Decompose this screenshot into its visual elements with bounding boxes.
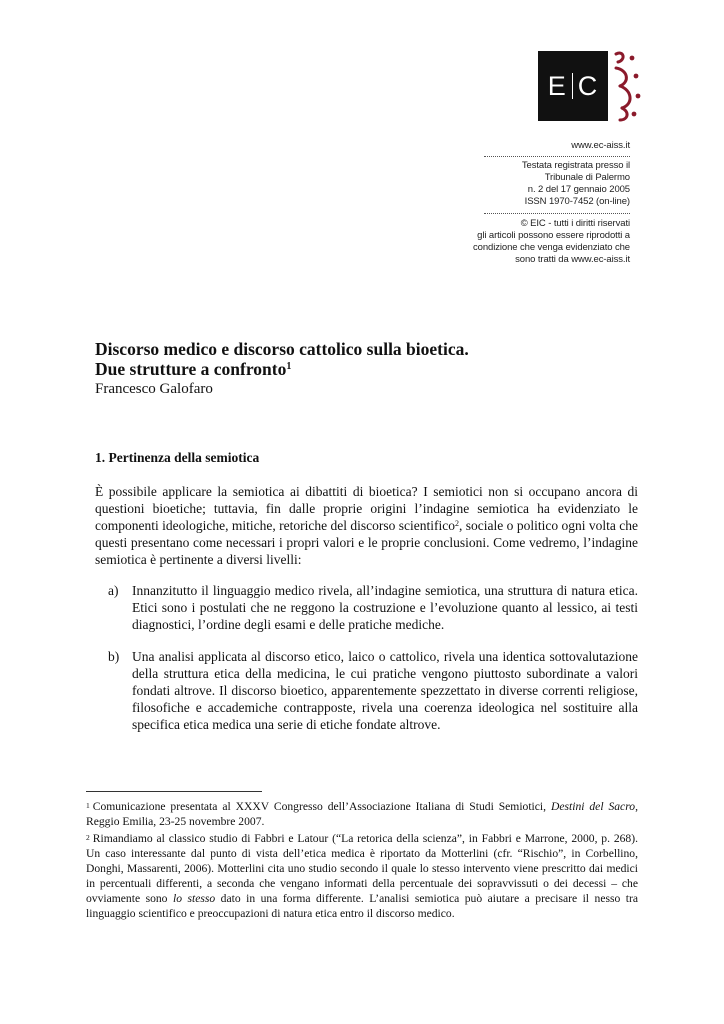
logo-box [538,51,608,121]
footnote-text: Rimandiamo al classico studio di Fabbri e Latour (“La retorica della scienza”, in Fabbri e Marrone, 2000, p. 268). Un caso interessante dal punto di vista dell’etica medica è riportato da Motterlini (cfr. “Rischio”, in Corbellino, Donghi, Massarenti, 2006). Motterlini cita uno studio secondo il quale lo stesso intervento viene prescritto dai medici in percentuali differenti, a seconda che vengano informati della percentuale dei sopravvissuti o dei decessi – che ovviamente sono [86,832,638,905]
footnote-ref: 1 [286,361,292,372]
footnote-2 [86,831,638,921]
logo-letter-e: E [547,70,567,101]
logo-ornament-icon [610,48,646,124]
footnote-separator [86,791,262,792]
footnote-number: 1 [86,801,90,810]
section-heading: 1. Pertinenza della semiotica [95,450,260,465]
journal-logo [538,48,648,124]
footnote-text: Comunicazione presentata al XXXV Congresso dell’Associazione Italiana di Studi Semiotici, [92,800,551,813]
footnote-text: , Reggio Emilia, 23-25 novembre 2007. [86,800,638,828]
list-item-text: Innanzitutto il linguaggio medico rivela, all’indagine semiotica, una struttura di natura etica. Etici sono i postulati che ne reggono la costruzione e l’evoluzione quanto al lessico, ai testi diagnostici, l’ordine degli esami e delle pratiche mediche. [132,583,638,632]
footnote-number: 2 [86,833,90,842]
site-url: www.ec-aiss.it [571,140,630,151]
footnote-italic: Destini del Sacro [550,800,636,813]
footnote-ref: 2 [455,519,460,528]
footnote-text: dato in una forma differente. L’analisi semiotica può aiutare a precisare il nesso tra linguaggio scientifico e preoccupazioni di natura etica entro il discorso medico. [86,892,638,920]
rights-line: condizione che venga evidenziato che [473,242,630,253]
rights-line: sono tratti da www.ec-aiss.it [515,254,630,265]
dotted-separator [484,213,630,214]
registration-line: Testata registrata presso il [521,160,630,171]
list-item-text: Una analisi applicata al discorso etico, laico o cattolico, rivela una identica sottovalutazione della struttura etica della medicina, le cui pratiche vengono piuttosto subordinate a valori fondati altrove. Il discorso bioetico, apparentemente spezzettato in diverse correnti religiose, filosofiche e accademiche contrapposte, rivela una coerenza ideologica nel sostituire alla specifica etica medica una serie di etiche fondate altrove. [132,649,638,732]
list-label: a) [108,583,119,598]
logo-divider [572,73,573,99]
dotted-separator [484,156,630,157]
body-paragraph [95,483,638,568]
rights-block [470,218,630,266]
registration-line: Tribunale di Palermo [544,172,630,183]
list-label: b) [108,649,120,664]
footnote-1 [86,799,638,829]
article-title [95,339,469,379]
logo-letter-c: C [577,70,599,101]
rights-line: gli articoli possono essere riprodotti a [477,230,630,241]
title-line-1: Discorso medico e discorso cattolico sulla bioetica. [95,339,469,359]
registration-block [470,160,630,208]
author-name: Francesco Galofaro [95,381,213,397]
footnote-italic: lo stesso [172,892,216,905]
title-line-2: Due strutture a confronto [95,359,287,379]
registration-line: ISSN 1970-7452 (on-line) [524,196,630,207]
registration-line: n. 2 del 17 gennaio 2005 [527,184,630,195]
paragraph-text: , sociale o politico ogni volta che questi presentano come necessari i propri valori e le proprie conclusioni. Come vedremo, l’indagine semiotica è pertinente a diversi livelli: [95,518,638,567]
paragraph-text: È possibile applicare la semiotica ai dibattiti di bioetica? I semiotici non si occupano ancora di questioni bioetiche; tuttavia, fin dalle proprie origini l’indagine semiotica ha evidenziato le componenti ideologiche, mitiche, retoriche del discorso scientifico [95,484,638,533]
rights-line: © EIC - tutti i diritti riservati [520,218,630,229]
